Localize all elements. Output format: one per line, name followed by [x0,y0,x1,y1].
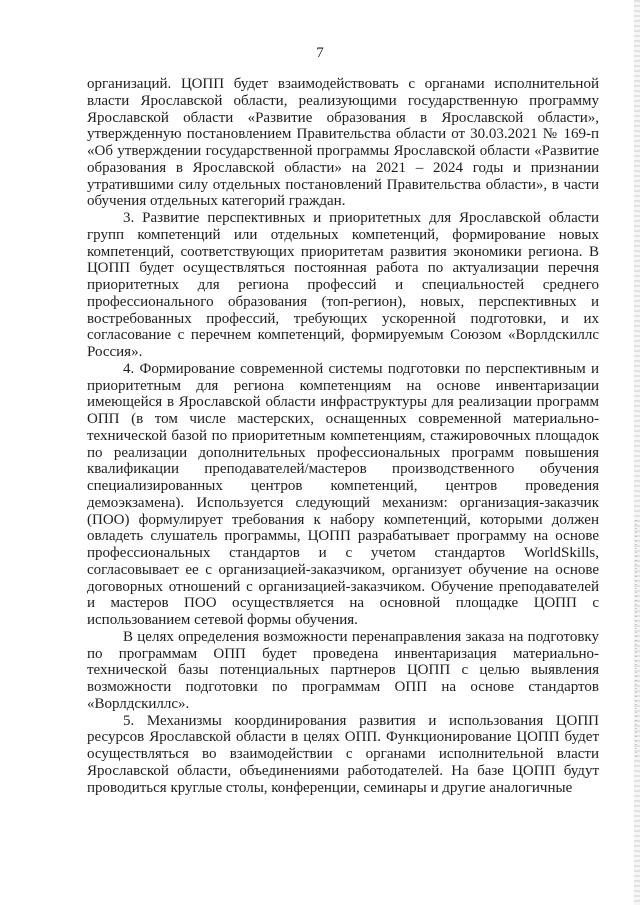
scan-edge-artifact [634,0,640,905]
scan-margin-mark [635,520,637,760]
page-number: 7 [316,45,324,61]
document-body [87,76,599,796]
paragraph-1: организаций. ЦОПП будет взаимодействовать с органами исполнительной власти Ярославской области, реализующими государственную программу Ярославской области «Развитие образования в Ярославской области», утвержденную постановлением Правительства области от 30.03.2021 № 169-п «Об утверждении государственной программы Ярославской области «Развитие образования в Ярославской области» на 2021 – 2024 годы и признании утратившими силу отдельных постановлений Правительства области», в части обучения отдельных категорий граждан. [87,76,599,210]
paragraph-4: В целях определения возможности перенаправления заказа на подготовку по программам ОПП будет проведена инвентаризация материально-технической базы потенциальных партнеров ЦОПП с целью выявления возможности подготовки по программам ОПП на основе стандартов «Ворлдскиллс». [87,628,599,712]
paragraph-3: 4. Формирование современной системы подготовки по перспективным и приоритетным для региона компетенциям на основе инвентаризации имеющейся в Ярославской области инфраструктуры для реализации программ ОПП (в том числе мастерских, оснащенных современной материально-технической базой по приоритетным компетенциям, стажировочных площадок по реализации дополнительных профессиональных программ повышения квалификации преподавателей/мастеров производственного обучения специализированных центров компетенций, центров проведения демоэкзамена). Используется следующий механизм: организация-заказчик (ПОО) формулирует требования к набору компетенций, которыми должен овладеть слушатель программы, ЦОПП разрабатывает программу на основе профессиональных стандартов и с учетом стандартов WorldSkills, согласовывает ее с организацией-заказчиком, организует обучение на основе договорных отношений с организацией-заказчиком. Обучение преподавателей и мастеров ПОО осуществляется на основной площадке ЦОПП с использованием сетевой формы обучения. [87,360,599,628]
paragraph-5: 5. Механизмы координирования развития и использования ЦОПП ресурсов Ярославской области в целях ОПП. Функционирование ЦОПП будет осуществляться во взаимодействии с органами исполнительной власти Ярославской области, объединениями работодателей. На базе ЦОПП будут проводиться круглые столы, конференции, семинары и другие аналогичные [87,712,599,796]
paragraph-2: 3. Развитие перспективных и приоритетных для Ярославской области групп компетенций или отдельных компетенций, формирование новых компетенций, соответствующих приоритетам развития экономики региона. В ЦОПП будет осуществляться постоянная работа по актуализации перечня приоритетных для региона профессий и специальностей среднего профессионального образования (топ-регион), новых, перспективных и востребованных профессий, требующих ускоренной подготовки, и их согласование с перечнем компетенций, формируемым Союзом «Ворлдскиллс Россия». [87,210,599,360]
